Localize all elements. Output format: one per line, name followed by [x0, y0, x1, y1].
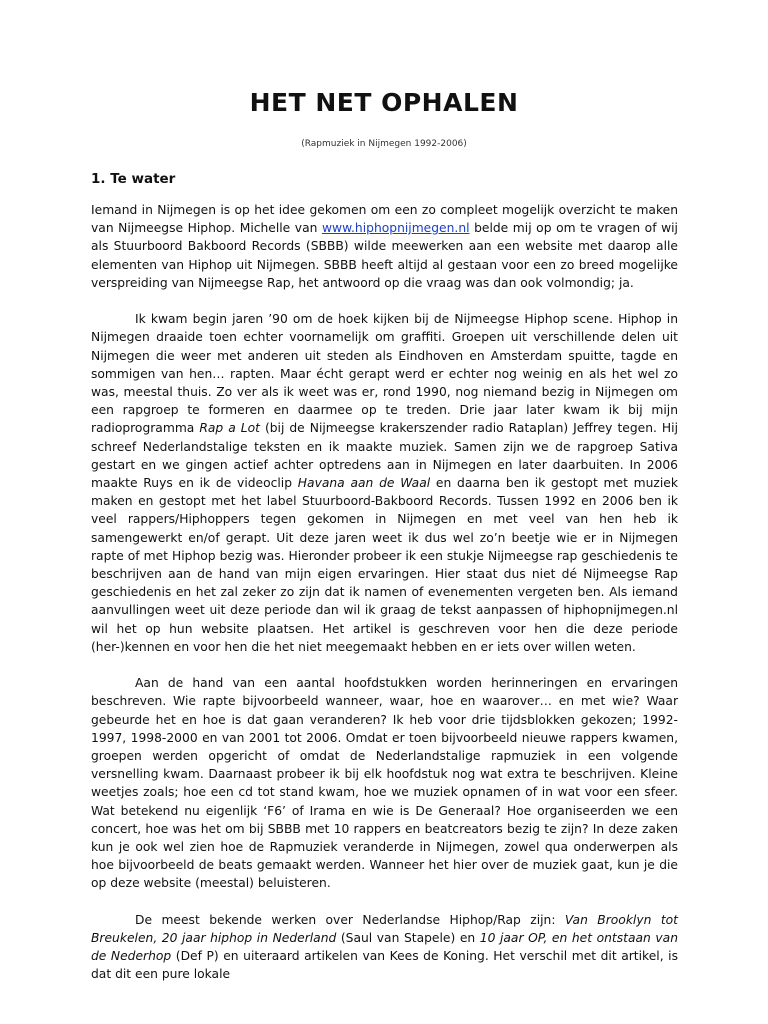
paragraph-1	[91, 201, 678, 292]
paragraph-1-text-after-link: belde mij op om te vragen of wij als Stuurboord Bakboord Records (SBBB) wilde meewerken aan een website met daarop alle elementen van Hiphop uit Nijmegen. SBBB heeft altijd al gestaan voor een zo breed mogelijke verspreiding van Nijmeegse Rap, het antwoord op die vraag was dan ook volmondig; ja.	[91, 221, 678, 290]
paragraph-4	[91, 911, 678, 984]
book-title-1: Van Brooklyn tot Breukelen, 20 jaar hiphop in Nederland	[91, 912, 679, 946]
section-heading: 1. Te water	[91, 171, 176, 187]
document-subtitle: (Rapmuziek in Nijmegen 1992-2006)	[301, 139, 467, 149]
paragraph-4-text-b: (Saul van Stapele) en	[336, 931, 480, 946]
paragraph-2-text-c: en daarna ben ik gestopt met muziek maken en gestopt met het label Stuurboord-Bakboord Records. Tussen 1992 en 2006 ben ik veel rappers/Hiphoppers tegen gekomen in Nijmegen en met veel van hen heb ik samengewerkt en/of gerapt. Uit deze jaren weet ik dus wel zo’n beetje wie er in Nijmegen rapte of met Hiphop bezig was. Hieronder probeer ik een stukje Nijmeegse rap geschiedenis te beschrijven aan de hand van mijn eigen ervaringen. Hier staat dus niet dé Nijmeegse Rap geschiedenis en het zal zeker zo zijn dat ik namen of evenementen vergeten ben. Als iemand aanvullingen weet uit deze periode dan wil ik graag de tekst aanpassen of hiphopnijmegen.nl wil het op hun website plaatsen. Het artikel is geschreven voor hen die deze periode (her-)kennen en voor hen die het niet meegemaakt hebben en er iets over willen weten.	[91, 476, 678, 654]
paragraph-4-text-a: De meest bekende werken over Nederlandse Hiphop/Rap zijn:	[135, 912, 565, 927]
paragraph-2	[91, 310, 678, 656]
videoclip-title: Havana aan de Waal	[297, 476, 431, 491]
body-text	[91, 201, 678, 1002]
radio-program-title: Rap a Lot	[199, 421, 260, 436]
website-link[interactable]: www.hiphopnijmegen.nl	[321, 221, 470, 236]
paragraph-2-text-a: Ik kwam begin jaren ’90 om de hoek kijken bij de Nijmeegse Hiphop scene. Hiphop in Nijmegen draaide toen echter voornamelijk om graffiti. Groepen uit verschillende delen uit Nijmegen die weer met anderen uit steden als Eindhoven en Amsterdam spuitte, tagde en sommigen van hen… rapten. Maar écht gerapt werd er echter nog weinig en als het wel zo was, meestal thuis. Zo ver als ik weet was er, rond 1990, nog niemand bezig in Nijmegen om een rapgroep te formeren en daarmee op te treden. Drie jaar later kwam ik bij mijn radioprogramma	[91, 312, 678, 436]
paragraph-1-text: Iemand in Nijmegen is op het idee gekomen om een zo compleet mogelijk overzicht te maken van Nijmeegse Hiphop. Michelle van	[91, 203, 678, 236]
book-title-2: 10 jaar OP, en het ontstaan van de Nederhop	[91, 931, 678, 964]
paragraph-3: Aan de hand van een aantal hoofdstukken worden herinneringen en ervaringen beschreven. Wie rapte bijvoorbeeld wanneer, waar, hoe en waarover… en met wie? Waar gebeurde het en hoe is dat gaan veranderen? Ik heb voor drie tijdsblokken gekozen; 1992-1997, 1998-2000 en van 2001 tot 2006. Omdat er toen bijvoorbeeld nieuwe rappers kwamen, groepen werden opgericht of omdat de Nederlandstalige rapmuziek in een volgende versnelling kwam. Daarnaast probeer ik bij elk hoofdstuk nog wat extra te beschrijven. Kleine weetjes zoals; hoe een cd tot stand kwam, hoe we muziek opnamen of in wat voor een sfeer. Wat betekend nu eigenlijk ‘F6’ of Irama en wie is De Generaal? Hoe organiseerden we een concert, hoe was het om bij SBBB met 10 rappers en beatcreators bezig te zijn? In deze zaken kun je ook wel zien hoe de Rapmuziek veranderde in Nijmegen, zowel qua onderwerpen als hoe bijvoorbeeld de beats gemaakt werden. Wanneer het hier over de muziek gaat, kun je die op deze website (meestal) beluisteren.	[91, 676, 678, 891]
paragraph-2-text-b: (bij de Nijmeegse krakerszender radio Rataplan) Jeffrey tegen. Hij schreef Nederlandstalige teksten en ik maakte muziek. Samen zijn we de rapgroep Sativa gestart en we gingen actief achter optredens aan in Nijmegen en later daarbuiten. In 2006 maakte Ruys en ik de videoclip	[91, 421, 678, 491]
paragraph-4-text-c: (Def P) en uiteraard artikelen van Kees de Koning. Het verschil met dit artikel, is dat dit een pure lokale	[91, 949, 678, 982]
document-title: HET NET OPHALEN	[249, 88, 519, 117]
